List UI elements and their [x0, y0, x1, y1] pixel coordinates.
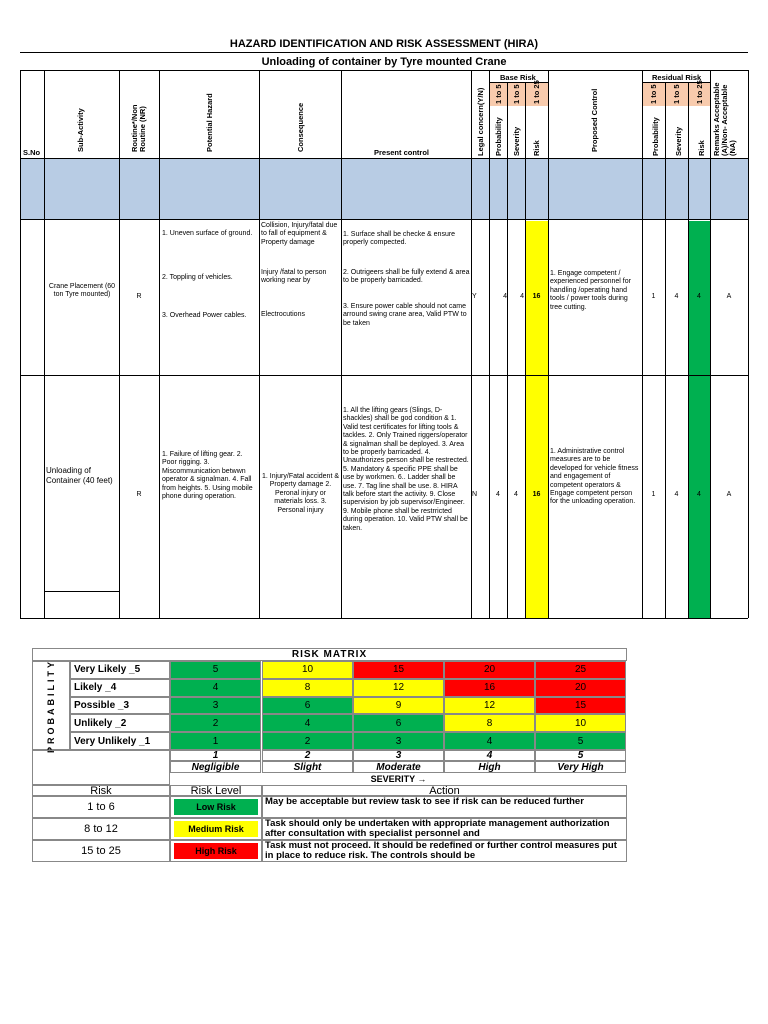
- probability-axis-box: [32, 658, 70, 753]
- matrix-cell: 10: [535, 714, 626, 732]
- row1-probability: 4: [503, 293, 507, 300]
- row1-hazard-2: 2. Toppling of vehicles.: [162, 274, 233, 281]
- severity-number: 4: [444, 750, 535, 761]
- probability-axis-label: PROBABILITY: [46, 658, 57, 753]
- row2-routine: R: [136, 491, 142, 498]
- legend-header-level: Risk Level: [170, 785, 262, 796]
- matrix-cell: 3: [353, 732, 444, 750]
- row2-residual-severity: 4: [674, 491, 679, 498]
- risk-matrix-title: RISK MATRIX: [32, 648, 627, 661]
- matrix-cell: 2: [170, 714, 261, 732]
- header-residual-risk: Residual Risk: [652, 73, 702, 82]
- row1-routine: R: [136, 293, 142, 300]
- row2-remarks: A: [726, 491, 732, 498]
- legend-level-badge: Low Risk: [174, 799, 258, 815]
- matrix-cell: 16: [444, 679, 535, 697]
- header-routine: Routine*/Non Routine (NR): [130, 104, 147, 152]
- row2-legal: N: [472, 491, 478, 498]
- header-residual-range-risk: 1 to 25: [695, 80, 704, 104]
- severity-name: Negligible: [170, 761, 261, 773]
- row1-residual-severity: 4: [674, 293, 679, 300]
- legend-action: Task must not proceed. It should be redefined or further control measures put in place to reduce risk. The controls should be: [262, 840, 627, 862]
- row1-control-1: 1. Surface shall be checke & ensure properly compected.: [343, 231, 456, 247]
- legend-level-badge: Medium Risk: [174, 821, 258, 837]
- matrix-row-label: Very Unlikely _1: [70, 732, 170, 750]
- severity-number: 2: [262, 750, 353, 761]
- row2-control: 1. All the lifting gears (Slings, D-shackles) shall be god condition & 1. Valid test certificates for lifting tools & tackles. 2. Only Trained riggers/operator & signalman shall be deployed. 3. Area to be properly barricaded. 4. Unauthorizes person shall be restrected. 5. Mandatory & specific PPE shall be use by workmen. 6.. Ladder shall be use. 7. Tag line shall be use. 8. HIRA talk before start the activity. 9. Close supervision by job supervisor/Engineer. 9. Mobile phone shall be restrricted during operation. 10. Valid PTW shall be taken.: [343, 407, 469, 532]
- legend-action: Task should only be undertaken with appropriate management authorization after consultation with specialist personnel and: [262, 818, 627, 840]
- header-residual-risk-col: Risk: [697, 140, 706, 156]
- matrix-cell: 5: [170, 661, 261, 679]
- header-proposed-control: Proposed Control: [590, 88, 599, 152]
- row2-proposed-control: 1. Administrative control measures are to be developed for vehicle fitness and engagement of competent operators & Engage competent person for the unloading operation.: [550, 448, 639, 506]
- row1-severity: 4: [520, 293, 524, 300]
- matrix-cell: 1: [170, 732, 261, 750]
- matrix-cell: 20: [535, 679, 626, 697]
- severity-name: Moderate: [353, 761, 444, 773]
- matrix-cell: 5: [535, 732, 626, 750]
- row1-legal: Y: [472, 293, 477, 300]
- row1-consequence-2: Injury /fatal to person working near by: [261, 269, 327, 285]
- row1-remarks: A: [726, 293, 732, 300]
- header-residual-probability: Probability: [651, 117, 660, 156]
- row1-control-3: 3. Ensure power cable should not came arround swing crane area, Valid PTW to be taken: [343, 303, 467, 327]
- severity-name: Very High: [535, 761, 626, 773]
- matrix-cell: 6: [353, 714, 444, 732]
- header-base-risk: Base Risk: [500, 73, 536, 82]
- header-potential-hazard: Potential Hazard: [205, 93, 214, 152]
- legend-risk-range: 8 to 12: [32, 818, 170, 840]
- header-remarks: Remarks Acceptable (A)/Non- Acceptable (NA): [712, 82, 737, 156]
- legend-header-action: Action: [262, 785, 627, 796]
- header-present-control: Present control: [374, 148, 430, 157]
- header-severity: Severity: [512, 126, 521, 156]
- matrix-cell: 4: [170, 679, 261, 697]
- matrix-cell: 15: [535, 697, 626, 715]
- header-legal-concern: Legal concern(Y/N): [476, 87, 485, 156]
- header-probability: Probability: [494, 117, 503, 156]
- matrix-cell: 2: [262, 732, 353, 750]
- header-residual-range-prob: 1 to 5: [649, 84, 658, 104]
- row1-risk: 16: [532, 293, 541, 300]
- matrix-cell: 6: [262, 697, 353, 715]
- severity-number: 3: [353, 750, 444, 761]
- legend-risk-range: 1 to 6: [32, 796, 170, 818]
- row2-consequence: 1. Injury/Fatal accident & Property damage 2. Peronal injury or materials loss. 3. Personal injury: [261, 473, 340, 514]
- severity-axis-label: SEVERITY →: [370, 774, 427, 784]
- header-residual-severity: Severity: [674, 126, 683, 156]
- matrix-row-label: Very Likely _5: [70, 661, 170, 679]
- legend-level-badge: High Risk: [174, 843, 258, 859]
- matrix-cell: 8: [444, 714, 535, 732]
- row1-sub-activity: Crane Placement (60 ton Tyre mounted): [48, 283, 116, 299]
- matrix-cell: 8: [262, 679, 353, 697]
- matrix-cell: 10: [262, 661, 353, 679]
- row1-consequence-1: Collision, Injury/fatal due to fall of equipment & Property damage: [261, 222, 338, 246]
- row1-control-2: 2. Outrigeers shall be fully extend & area to be properly barricaded.: [343, 269, 470, 285]
- row1-residual-risk: 4: [697, 293, 701, 300]
- row1-consequence-3: Electrocutions: [261, 311, 305, 318]
- row2-residual-probability: 1: [651, 491, 656, 498]
- matrix-cell: 25: [535, 661, 626, 679]
- row1-residual-probability: 1: [651, 293, 656, 300]
- header-residual-range-sev: 1 to 5: [672, 84, 681, 104]
- header-sno: S.No: [23, 148, 41, 157]
- row2-hazard: 1. Failure of lifting gear. 2. Poor rigging. 3. Miscommunication betwwn operator & signalman. 4. Fall from heights. 5. Using mobile phone during operation.: [162, 451, 253, 501]
- matrix-cell: 4: [262, 714, 353, 732]
- matrix-row-label: Unlikely _2: [70, 714, 170, 732]
- legend-level-cell: [170, 796, 262, 818]
- matrix-cell: 15: [353, 661, 444, 679]
- severity-number: 1: [170, 750, 261, 761]
- matrix-cell: 3: [170, 697, 261, 715]
- matrix-cell: 4: [444, 732, 535, 750]
- row2-sub-activity: Unloading of Container (40 feet): [46, 466, 113, 485]
- document-subtitle: Unloading of container by Tyre mounted Crane: [261, 56, 507, 68]
- legend-level-cell: [170, 840, 262, 862]
- row1-proposed-control: 1. Engage competent / experienced personnel for handling /operating hand tools / power tools during tree cutting.: [550, 270, 631, 311]
- row1-hazard-3: 3. Overhead Power cables.: [162, 312, 247, 319]
- legend-header-risk: Risk: [32, 785, 170, 796]
- legend-risk-range: 15 to 25: [32, 840, 170, 862]
- severity-number: 5: [535, 750, 626, 761]
- header-base-range-prob: 1 to 5: [494, 84, 503, 104]
- matrix-row-label: Likely _4: [70, 679, 170, 697]
- row2-probability: 4: [496, 491, 500, 498]
- header-sub-activity: Sub-Activity: [76, 108, 85, 152]
- matrix-corner: [32, 750, 170, 785]
- matrix-cell: 20: [444, 661, 535, 679]
- matrix-cell: 12: [444, 697, 535, 715]
- row1-hazard-1: 1. Uneven surface of ground.: [162, 230, 253, 237]
- header-risk: Risk: [532, 140, 541, 156]
- severity-name: Slight: [262, 761, 353, 773]
- row2-severity: 4: [514, 491, 518, 498]
- matrix-cell: 9: [353, 697, 444, 715]
- header-base-range-risk: 1 to 25: [532, 80, 541, 104]
- header-consequence: Consequence: [296, 102, 305, 152]
- header-base-range-sev: 1 to 5: [512, 84, 521, 104]
- legend-level-cell: [170, 818, 262, 840]
- legend-action: May be acceptable but review task to see if risk can be reduced further: [262, 796, 627, 818]
- matrix-row-label: Possible _3: [70, 697, 170, 715]
- severity-name: High: [444, 761, 535, 773]
- matrix-cell: 12: [353, 679, 444, 697]
- row2-residual-risk: 4: [697, 491, 701, 498]
- document-title: HAZARD IDENTIFICATION AND RISK ASSESSMENT (HIRA): [229, 38, 539, 50]
- row2-risk: 16: [532, 491, 541, 498]
